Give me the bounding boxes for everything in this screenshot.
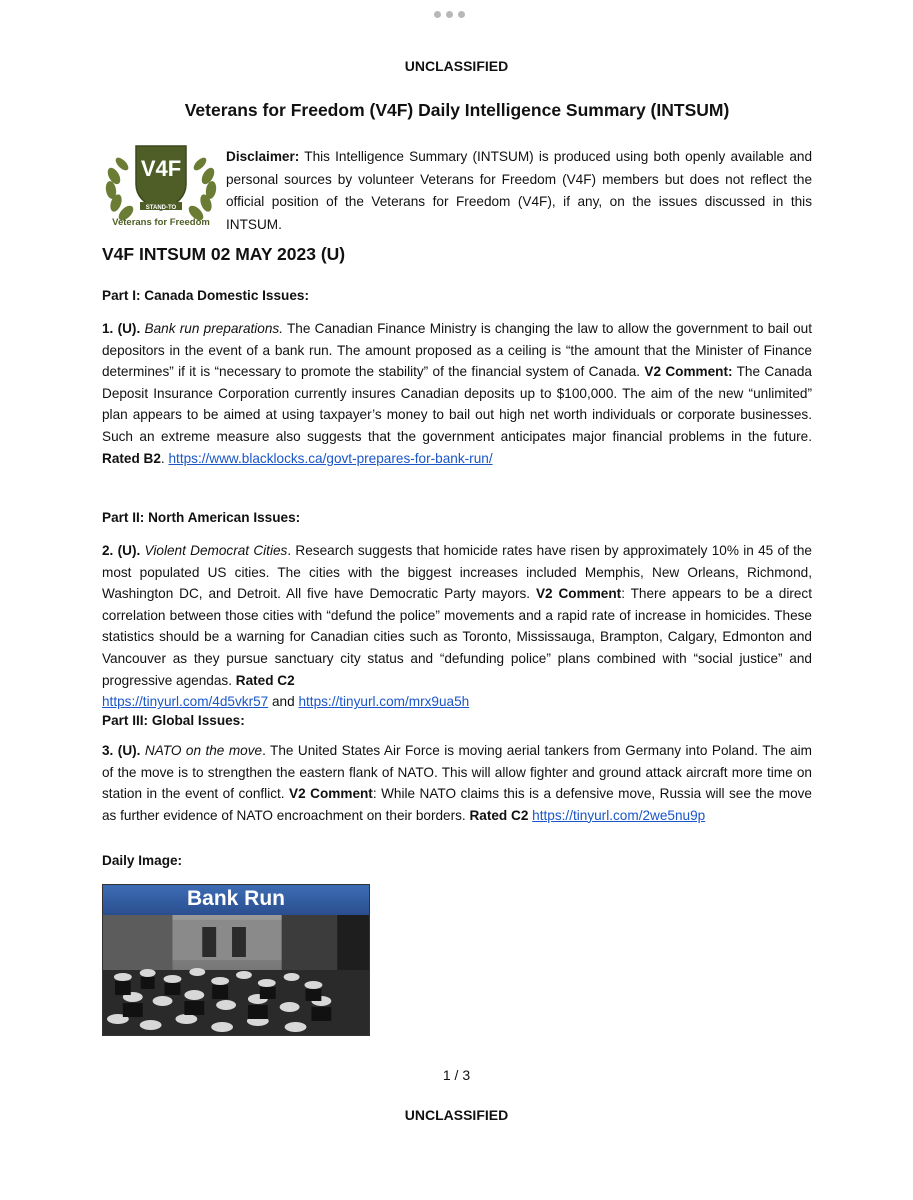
logo-mark: V4F <box>140 156 182 181</box>
item-3-body: . The United States Air Force is moving aerial tankers from Germany into Poland. The aim of the move is to strengthen the eastern flank of NATO. This will allow fighter and ground attack aircraft more time on station in the event of conflict. <box>102 743 812 802</box>
v4f-logo-graphic <box>102 140 220 232</box>
part-1-heading: Part I: Canada Domestic Issues: <box>102 288 309 303</box>
item-3-comment-label: V2 Comment <box>289 786 373 802</box>
item-3-number: 3. (U). <box>102 743 141 758</box>
dot-3 <box>458 11 465 18</box>
page-number: 1 / 3 <box>442 1067 471 1083</box>
item-1-number: 1. (U). <box>102 321 141 336</box>
item-3-topic: NATO on the move <box>144 743 263 758</box>
logo-ribbon: STAND-TO <box>145 205 177 211</box>
dot-2 <box>446 11 453 18</box>
daily-image-label: Daily Image: <box>102 853 183 868</box>
item-2-link-2[interactable]: https://tinyurl.com/mrx9ua5h <box>298 694 470 710</box>
item-2-link-1[interactable]: https://tinyurl.com/4d5vkr57 <box>102 694 269 710</box>
item-2-body: . Research suggests that homicide rates have risen by approximately 10% in 45 of the most populated US cities. The cities with the biggest increases included Memphis, New Orleans, Richmond, Washington DC, and Detroit. All five have Democratic Party mayors. <box>102 543 812 602</box>
dot-1 <box>434 11 441 18</box>
logo-caption: Veterans for Freedom <box>112 217 210 228</box>
item-2-comment-label: V2 Comment <box>535 586 622 602</box>
item-3-rating: Rated C2 <box>469 807 529 823</box>
disclaimer-label: Disclaimer: <box>226 149 300 164</box>
daily-image <box>102 884 370 1036</box>
disclaimer-text: This Intelligence Summary (INTSUM) is produced using both openly available and personal sources by volunteer Veterans for Freedom (V4F) members but does not reflect the official position of the Veterans for Freedom (V4F), if any, on the issues discussed in this INTSUM. <box>226 149 812 232</box>
crowd-photo <box>103 915 369 1036</box>
item-1-comment-label: V2 Comment: <box>644 364 733 380</box>
item-1-comment: The Canada Deposit Insurance Corporation currently insures Canadian deposits up to $100,000. The aim of the new “unlimited” plan appears to be aimed at using taxpayer’s money to bail out high net worth individuals or corporate businesses. Such an extreme measure also suggests that the government anticipates major financial problems in the future. <box>102 364 812 444</box>
intsum-heading: V4F INTSUM 02 MAY 2023 (U) <box>102 244 346 264</box>
window-dots[interactable] <box>434 11 465 18</box>
document-title: Veterans for Freedom (V4F) Daily Intelligence Summary (INTSUM) <box>184 100 730 120</box>
item-1-rating: Rated B2 <box>102 450 161 466</box>
part-2-heading: Part II: North American Issues: <box>102 510 301 525</box>
item-1-sep: . <box>160 450 169 466</box>
item-1-topic: Bank run preparations. <box>144 321 283 336</box>
item-2-rating: Rated C2 <box>235 672 295 688</box>
classification-top: UNCLASSIFIED <box>404 58 509 74</box>
item-2-comment: : There appears to be a direct correlation between those cities with “defund the police” movements and a rapid rate of increase in homicides. These statistics should be a warning for Canadian cities such as Toronto, Mississauga, Brampton, Calgary, Edmonton and Vancouver as they pursue sanctuary city status and “defunding police” plans combined with “social justice” and progressive agendas. <box>102 586 812 688</box>
item-3 <box>102 740 812 826</box>
part-3-heading: Part III: Global Issues: <box>102 713 245 728</box>
item-1 <box>102 318 812 469</box>
item-2-topic: Violent Democrat Cities <box>144 543 288 558</box>
item-2 <box>102 540 812 713</box>
item-3-comment: : While NATO claims this is a defensive move, Russia will see the move as further evidence of NATO encroachment on their borders. <box>102 786 812 823</box>
disclaimer <box>226 146 812 236</box>
classification-bottom: UNCLASSIFIED <box>404 1107 509 1123</box>
item-1-body: The Canadian Finance Ministry is changing the law to allow the government to bail out depositors in the event of a bank run. The amount proposed as a ceiling is “the amount that the Minister of Finance determines” if it is “necessary to promote the stability” of the financial system of Canada. <box>102 321 813 380</box>
item-2-and: and <box>268 694 299 710</box>
item-3-link[interactable]: https://tinyurl.com/2we5nu9p <box>532 807 706 823</box>
item-2-number: 2. (U). <box>102 543 141 558</box>
item-1-link[interactable]: https://www.blacklocks.ca/govt-prepares-for-bank-run/ <box>168 450 493 466</box>
v4f-logo <box>102 140 220 232</box>
photo-title: Bank Run <box>186 887 285 910</box>
